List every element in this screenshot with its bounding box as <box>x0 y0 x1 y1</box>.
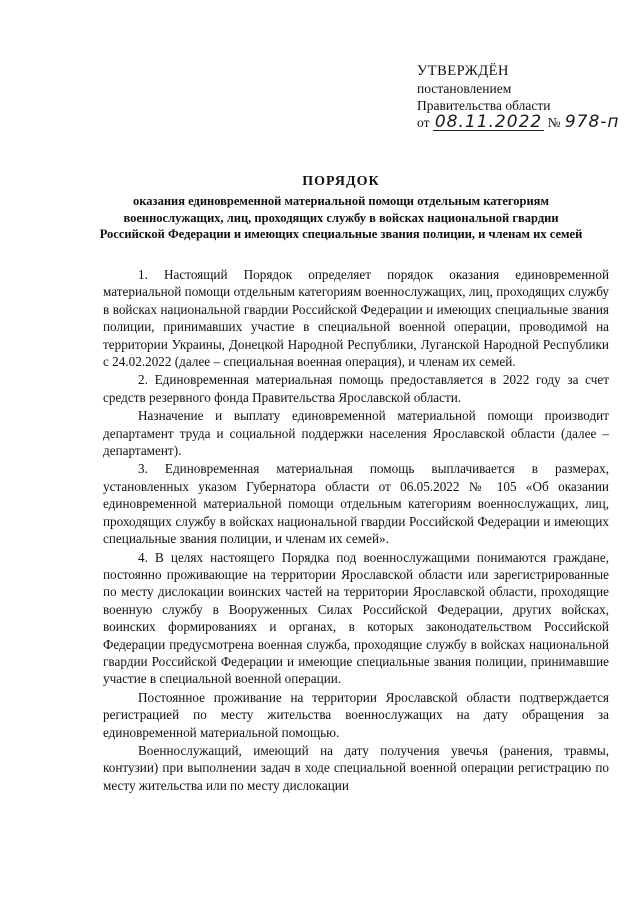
title-subtitle: оказания единовременной материальной помощи отдельным категориям военнослужащих, лиц, проходящих службу в войсках национальной гвардии Российской Федерации и имеющих специальные звания полиции, и членам их семей <box>99 194 583 241</box>
paragraph-4: 3. Единовременная материальная помощь выплачивается в размерах, установленных указом Губернатора области от 06.05.2022 № 105 «Об оказании единовременной материальной помощи отдельным категориям военнослужащих, лиц, проходящих службу в войсках национальной гвардии Российской Федерации и имеющих специальные звания полиции, и членам их семей». <box>103 461 609 547</box>
paragraph-6: Постоянное проживание на территории Ярославской области подтверждается регистрацией по месту жительства военнослужащих на дату обращения за единовременной материальной помощью. <box>103 689 609 740</box>
paragraph-3: Назначение и выплату единовременной материальной помощи производит департамент труда и социальной поддержки населения Ярославской области (далее – департамент). <box>103 408 609 459</box>
approval-date-line <box>417 114 632 131</box>
approval-line-2: Правительства области <box>417 98 551 113</box>
document-body <box>103 266 609 795</box>
paragraph-7: Военнослужащий, имеющий на дату получения увечья (ранения, травмы, контузии) при выполнении задач в ходе специальной военной операции регистрацию по месту жительства или по месту дислокации <box>103 742 609 793</box>
approval-stamp <box>417 63 632 131</box>
handwritten-number: 978-п <box>564 112 620 132</box>
date-prefix: от <box>417 115 430 130</box>
number-sign: № <box>547 115 561 130</box>
document-title <box>96 172 586 243</box>
approval-heading: УТВЕРЖДЁН <box>417 63 509 79</box>
handwritten-date: 08.11.2022 <box>434 112 543 132</box>
paragraph-1: 1. Настоящий Порядок определяет порядок оказания единовременной материальной помощи отдельным категориям военнослужащих, лиц, проходящих службу в войсках национальной гвардии Российской Федерации и имеющих специальные звания полиции, принимавших участие в специальной военной операции, проводимой на территории Украины, Донецкой Народной Республики, Луганской Народной Республики с 24.02.2022 (далее – специальная военная операция), и членам их семей. <box>103 267 609 370</box>
paragraph-2: 2. Единовременная материальная помощь предоставляется в 2022 году за счет средств резервного фонда Правительства Ярославской области. <box>103 372 609 405</box>
approval-line-1: постановлением <box>417 81 512 96</box>
title-main: ПОРЯДОК <box>302 174 380 189</box>
paragraph-5: 4. В целях настоящего Порядка под военнослужащими понимаются граждане, постоянно проживающие на территории Ярославской области или зарегистрированные по месту дислокации воинских частей на территории Ярославской области, проходящие военную службу в Вооруженных Силах Российской Федерации, других войсках, воинских формированиях и органах, в которых законодательством Российской Федерации предусмотрена военная служба, проходящие службу в войсках национальной гвардии Российской Федерации и имеющие специальные звания полиции, принимавшие участие в специальной военной операции. <box>103 549 609 687</box>
